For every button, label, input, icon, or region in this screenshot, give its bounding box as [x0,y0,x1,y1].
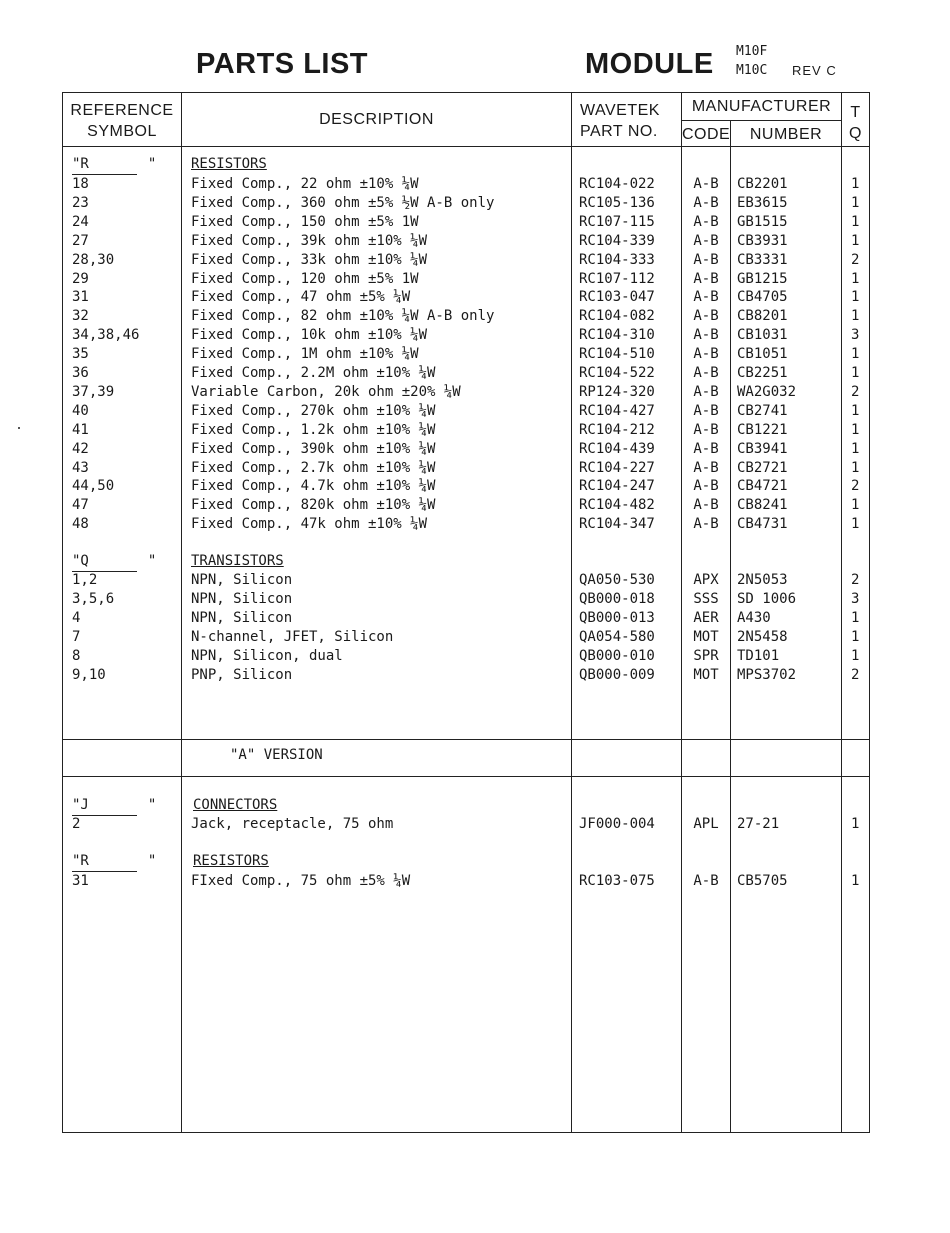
reference-symbol: 42 [72,440,89,457]
wavetek-part-number: RC104-247 [579,478,655,495]
reference-symbol: 41 [72,421,89,438]
reference-symbol: 32 [72,308,89,325]
group-heading-transistors: TRANSISTORS [191,553,284,569]
wavetek-part-number: QA054-580 [579,628,655,645]
manufacturer-number: CB3941 [737,440,788,457]
wavetek-part-number: RC104-339 [579,232,655,249]
part-description: Fixed Comp., 150 ohm ±5% 1W [191,213,419,230]
part-row [0,571,950,590]
column-header-manufacturer: MANUFACTURER [691,98,832,115]
manufacturer-code: A-B [693,327,719,344]
wavetek-part-number: RC104-212 [579,421,655,438]
header-part-line-2: PART NO. [580,123,658,140]
reference-symbol: 34,38,46 [72,327,140,344]
manufacturer-number: SD 1006 [737,590,797,607]
reference-symbol: 40 [72,402,89,419]
part-row [0,440,950,459]
reference-symbol: 48 [72,516,89,533]
manufacturer-code: A-B [693,402,719,419]
manufacturer-number: CB8201 [737,308,788,325]
reference-symbol: 27 [72,232,89,249]
manufacturer-number: EB3615 [737,194,788,211]
wavetek-part-number: RC103-047 [579,289,655,306]
group-heading-connectors: CONNECTORS [193,797,278,813]
part-row [0,628,950,647]
part-description: Fixed Comp., 47k ohm ±10% ¼W [191,516,428,533]
manufacturer-number: WA2G032 [737,383,797,400]
manufacturer-code: A-B [693,873,719,889]
group-heading-resistors-a: RESISTORS [193,853,269,869]
manufacturer-code: APL [693,816,719,832]
wavetek-part-number: RC104-347 [579,516,655,533]
part-description: N-channel, JFET, Silicon [191,628,394,645]
table-bottom-border [62,1132,870,1133]
reference-symbol: 28,30 [72,251,115,268]
header-part-line-1: WAVETEK [580,102,660,119]
part-description: Fixed Comp., 2.7k ohm ±10% ¼W [191,459,436,476]
manufacturer-code: A-B [693,478,719,495]
manufacturer-number: CB1031 [737,327,788,344]
reference-symbol: 18 [72,176,89,192]
part-description: Fixed Comp., 33k ohm ±10% ¼W [191,251,428,268]
manufacturer-number: CB4705 [737,289,788,306]
part-row [0,345,950,364]
part-row [0,477,950,496]
part-description: Fixed Comp., 2.2M ohm ±10% ¼W [191,365,436,381]
reference-symbol: 23 [72,194,89,211]
header-reference-line-2: SYMBOL [87,123,157,140]
manufacturer-code: A-B [693,232,719,249]
part-row [0,383,950,402]
quantity: 2 [851,666,860,683]
part-description: Fixed Comp., 120 ohm ±5% 1W [191,270,419,287]
wavetek-part-number: QB000-013 [579,609,655,626]
wavetek-part-number: RC104-427 [579,402,655,419]
reference-symbol: 9,10 [72,666,106,683]
reference-symbol: 31 [72,289,89,306]
quantity: 1 [851,289,860,306]
group-ref-transistors: "Q " [72,553,157,569]
quantity: 1 [851,346,860,363]
manufacturer-number: 2N5053 [737,572,788,588]
model-number-1: M10F [736,44,768,59]
wavetek-part-number: QB000-009 [579,666,655,683]
wavetek-part-number: JF000-004 [579,816,655,832]
manufacturer-code: A-B [693,346,719,363]
manufacturer-code: A-B [693,194,719,211]
reference-symbol: 31 [72,873,89,889]
part-row [0,194,950,213]
part-row [0,213,950,232]
wavetek-part-number: RC104-510 [579,346,655,363]
manufacturer-code: SPR [693,647,719,664]
quantity: 1 [851,628,860,645]
manufacturer-code: A-B [693,365,719,381]
wavetek-part-number: QA050-530 [579,572,655,588]
wavetek-part-number: RC104-310 [579,327,655,344]
manufacturer-code: A-B [693,383,719,400]
manufacturer-code: A-B [693,421,719,438]
quantity: 1 [851,609,860,626]
part-row [0,364,950,383]
quantity: 1 [851,213,860,230]
manufacturer-code: MOT [693,628,719,645]
manufacturer-number: GB1215 [737,270,788,287]
wavetek-part-number: RC104-439 [579,440,655,457]
manufacturer-code: A-B [693,251,719,268]
reference-symbol: 36 [72,365,89,381]
column-header-number: NUMBER [749,126,823,143]
quantity: 3 [851,590,860,607]
manufacturer-number: CB4721 [737,478,788,495]
quantity: 2 [851,478,860,495]
column-header-code: CODE [682,126,731,143]
wavetek-part-number: RC105-136 [579,194,655,211]
part-description: Jack, receptacle, 75 ohm [191,816,394,832]
reference-symbol: 3,5,6 [72,590,115,607]
part-row [0,515,950,534]
manufacturer-number: CB4731 [737,516,788,533]
part-row [0,647,950,666]
part-description: Fixed Comp., 390k ohm ±10% ¼W [191,440,436,457]
part-row [0,288,950,307]
part-row [0,609,950,628]
manufacturer-code: APX [693,572,719,588]
manufacturer-number: CB2741 [737,402,788,419]
manufacturer-number: CB2721 [737,459,788,476]
quantity: 1 [851,497,860,514]
manufacturer-number: CB2201 [737,176,788,192]
quantity: 1 [851,421,860,438]
reference-symbol: 29 [72,270,89,287]
part-description: NPN, Silicon [191,572,293,588]
manufacturer-number: CB3931 [737,232,788,249]
part-description: Variable Carbon, 20k ohm ±20% ¼W [191,383,461,400]
wavetek-part-number: RC103-075 [579,873,655,889]
part-row [0,251,950,270]
manufacturer-number: CB1051 [737,346,788,363]
part-description: Fixed Comp., 47 ohm ±5% ¼W [191,289,411,306]
quantity: 3 [851,327,860,344]
header-q: Q [849,125,862,142]
reference-symbol: 47 [72,497,89,514]
part-description: NPN, Silicon [191,609,293,626]
part-description: PNP, Silicon [191,666,293,683]
quantity: 2 [851,572,860,588]
manufacturer-code: A-B [693,497,719,514]
reference-symbol: 4 [72,609,81,626]
header-reference-line-1: REFERENCE [70,102,174,119]
part-description: Fixed Comp., 10k ohm ±10% ¼W [191,327,428,344]
part-description: Fixed Comp., 22 ohm ±10% ¼W [191,176,419,192]
manufacturer-number: MPS3702 [737,666,797,683]
quantity: 1 [851,402,860,419]
reference-symbol: 8 [72,647,81,664]
quantity: 1 [851,194,860,211]
revision-label: REV C [792,63,837,78]
quantity: 1 [851,365,860,381]
part-row [0,232,950,251]
manufacturer-number: CB1221 [737,421,788,438]
manufacturer-code: A-B [693,289,719,306]
part-description: Fixed Comp., 270k ohm ±10% ¼W [191,402,436,419]
part-row [0,402,950,421]
manufacturer-code: SSS [693,590,719,607]
wavetek-part-number: QB000-010 [579,647,655,664]
manufacturer-number: TD101 [737,647,780,664]
quantity: 1 [851,440,860,457]
manufacturer-number: 2N5458 [737,628,788,645]
part-row [0,175,950,194]
wavetek-part-number: RP124-320 [579,383,655,400]
manufacturer-code: A-B [693,308,719,325]
table-top-border [62,92,870,93]
column-header-description: DESCRIPTION [319,111,434,128]
manufacturer-number: GB1515 [737,213,788,230]
reference-symbol: 35 [72,346,89,363]
quantity: 2 [851,251,860,268]
column-header-tq [842,102,869,144]
column-header-part-number [580,100,675,142]
part-row [0,590,950,609]
quantity: 1 [851,308,860,325]
part-row [0,459,950,478]
quantity: 1 [851,176,860,192]
reference-symbol: 37,39 [72,383,115,400]
scan-speck [18,427,20,429]
part-description: Fixed Comp., 820k ohm ±10% ¼W [191,497,436,514]
group-ref-resistors-a: "R " [72,853,157,869]
reference-symbol: 1,2 [72,572,98,588]
part-description: Fixed Comp., 39k ohm ±10% ¼W [191,232,428,249]
section-divider [62,776,870,777]
part-row [0,326,950,345]
reference-symbol: 44,50 [72,478,115,495]
wavetek-part-number: RC107-112 [579,270,655,287]
part-description: NPN, Silicon, dual [191,647,343,664]
manufacturer-code: A-B [693,213,719,230]
part-row [0,307,950,326]
part-description: FIxed Comp., 75 ohm ±5% ¼W [191,873,411,889]
wavetek-part-number: RC104-227 [579,459,655,476]
reference-symbol: 24 [72,213,89,230]
reference-symbol: 43 [72,459,89,476]
quantity: 2 [851,383,860,400]
column-header-reference [63,100,181,142]
a-version-label: "A" VERSION [230,747,323,763]
manufacturer-code: AER [693,609,719,626]
wavetek-part-number: QB000-018 [579,590,655,607]
group-ref-connectors: "J " [72,797,157,813]
wavetek-part-number: RC104-022 [579,176,655,192]
reference-symbol: 7 [72,628,81,645]
manufacturer-number: A430 [737,609,771,626]
quantity: 1 [851,647,860,664]
manufacturer-code: A-B [693,440,719,457]
wavetek-part-number: RC104-522 [579,365,655,381]
group-ref-resistors: "R " [72,156,157,172]
manufacturer-code: A-B [693,459,719,476]
model-number-2: M10C [736,63,768,78]
part-description: Fixed Comp., 360 ohm ±5% ½W A-B only [191,194,495,211]
part-row [0,666,950,685]
part-description: Fixed Comp., 4.7k ohm ±10% ¼W [191,478,436,495]
part-description: NPN, Silicon [191,590,293,607]
part-description: Fixed Comp., 82 ohm ±10% ¼W A-B only [191,308,495,325]
quantity: 1 [851,232,860,249]
header-bottom-border [62,146,870,147]
manufacturer-number: CB5705 [737,873,788,889]
module-title: MODULE [585,48,714,80]
section-divider [62,739,870,740]
manufacturer-code: MOT [693,666,719,683]
page-title: PARTS LIST [196,48,369,80]
manufacturer-number: CB3331 [737,251,788,268]
manufacturer-header-divider [681,120,841,121]
wavetek-part-number: RC104-082 [579,308,655,325]
reference-symbol: 2 [72,816,81,832]
wavetek-part-number: RC104-482 [579,497,655,514]
part-row [0,815,950,834]
manufacturer-number: 27-21 [737,816,780,832]
wavetek-part-number: RC107-115 [579,213,655,230]
wavetek-part-number: RC104-333 [579,251,655,268]
quantity: 1 [851,816,860,832]
manufacturer-code: A-B [693,516,719,533]
manufacturer-number: CB2251 [737,365,788,381]
group-heading-resistors: RESISTORS [191,156,267,172]
quantity: 1 [851,873,860,889]
manufacturer-number: CB8241 [737,497,788,514]
part-description: Fixed Comp., 1.2k ohm ±10% ¼W [191,421,436,438]
part-row [0,496,950,515]
quantity: 1 [851,516,860,533]
part-description: Fixed Comp., 1M ohm ±10% ¼W [191,346,419,363]
part-row [0,270,950,289]
quantity: 1 [851,459,860,476]
manufacturer-code: A-B [693,176,719,192]
header-t: T [850,104,861,121]
manufacturer-code: A-B [693,270,719,287]
part-row [0,872,950,891]
quantity: 1 [851,270,860,287]
part-row [0,421,950,440]
